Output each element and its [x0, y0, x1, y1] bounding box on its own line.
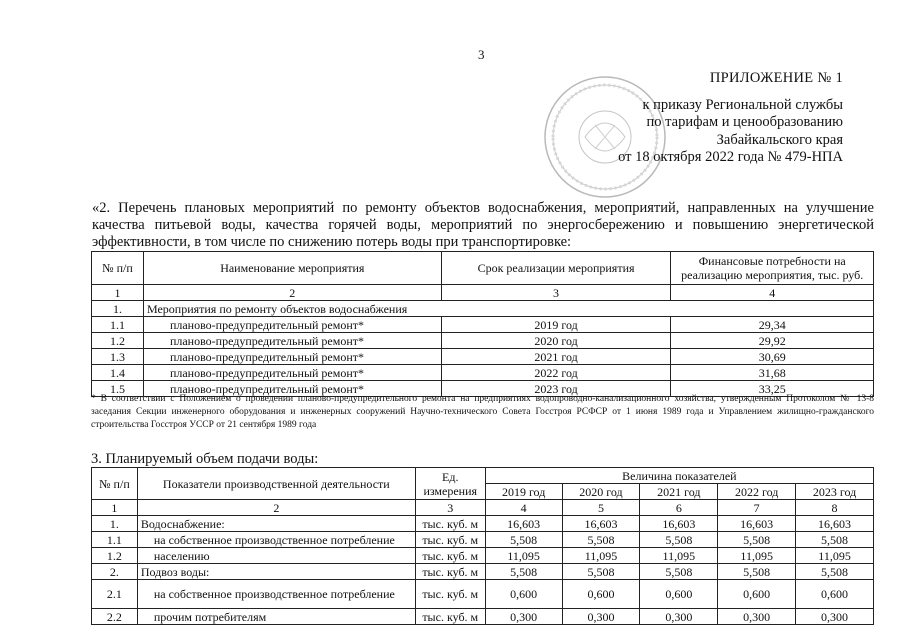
- row-number: 1.4: [92, 365, 144, 381]
- table-header-row: [92, 468, 874, 484]
- page-number: 3: [478, 47, 485, 62]
- indicator-name: Водоснабжение:: [137, 516, 415, 532]
- measure-term: 2020 год: [441, 333, 671, 349]
- year-header: 2020 год: [562, 484, 640, 500]
- measure-cost: 29,92: [671, 333, 874, 349]
- year-header: 2021 год: [640, 484, 718, 500]
- row-number: 1.2: [92, 333, 144, 349]
- measure-term: 2019 год: [441, 317, 671, 333]
- value-cell: 0,300: [562, 609, 640, 625]
- value-cell: 0,600: [640, 580, 718, 609]
- unit-cell: тыс. куб. м: [415, 580, 485, 609]
- measure-cost: 30,69: [671, 349, 874, 365]
- row-number: 1.: [92, 516, 138, 532]
- column-number-row: [92, 285, 874, 301]
- header-cell: Величина показателей: [485, 468, 873, 484]
- row-number: 2.2: [92, 609, 138, 625]
- appendix-block: [618, 70, 843, 167]
- column-number: 3: [441, 285, 671, 301]
- value-cell: 11,095: [485, 548, 562, 564]
- unit-cell: тыс. куб. м: [415, 564, 485, 580]
- value-cell: 11,095: [640, 548, 718, 564]
- row-number: 2.1: [92, 580, 138, 609]
- unit-cell: тыс. куб. м: [415, 548, 485, 564]
- measure-cost: 29,34: [671, 317, 874, 333]
- value-cell: 0,300: [718, 609, 796, 625]
- value-cell: 16,603: [796, 516, 874, 532]
- appendix-line: к приказу Региональной службы: [642, 96, 843, 113]
- table-row: [92, 609, 874, 625]
- group-name: Мероприятия по ремонту объектов водоснабжения: [143, 301, 873, 317]
- column-number: 3: [415, 500, 485, 516]
- measure-cost: 31,68: [671, 365, 874, 381]
- table-row: [92, 532, 874, 548]
- value-cell: 5,508: [640, 532, 718, 548]
- header-cell: Срок реализации мероприятия: [441, 252, 671, 285]
- row-number: 1.2: [92, 548, 138, 564]
- value-cell: 5,508: [562, 564, 640, 580]
- appendix-line: по тарифам и ценообразованию: [646, 114, 843, 130]
- value-cell: 0,600: [718, 580, 796, 609]
- row-number: 1.1: [92, 532, 138, 548]
- column-number: 8: [796, 500, 874, 516]
- value-cell: 5,508: [562, 532, 640, 548]
- column-number: 2: [137, 500, 415, 516]
- row-number: 1.5: [92, 381, 144, 397]
- measure-term: 2022 год: [441, 365, 671, 381]
- measure-term: 2021 год: [441, 349, 671, 365]
- column-number: 2: [143, 285, 441, 301]
- section2-heading: «2. Перечень плановых мероприятий по ремонту объектов водоснабжения, мероприятий, направленных на улучшение качества питьевой воды, качества горячей воды, мероприятий по энергосбережению и повышению энергетической эффективности, в том числе по снижению потерь воды при транспортировке:: [92, 200, 874, 250]
- column-number: 1: [92, 285, 144, 301]
- appendix-line: от 18 октября 2022 года № 479-НПА: [618, 149, 843, 165]
- unit-cell: тыс. куб. м: [415, 516, 485, 532]
- appendix-title: ПРИЛОЖЕНИЕ № 1: [709, 70, 843, 86]
- indicator-name: Подвоз воды:: [137, 564, 415, 580]
- value-cell: 0,300: [640, 609, 718, 625]
- column-number: 1: [92, 500, 138, 516]
- value-cell: 5,508: [485, 532, 562, 548]
- value-cell: 0,600: [562, 580, 640, 609]
- value-cell: 11,095: [796, 548, 874, 564]
- column-number: 4: [485, 500, 562, 516]
- table-header-row: [92, 252, 874, 285]
- measure-term: 2023 год: [441, 381, 671, 397]
- table-row: [92, 580, 874, 609]
- measure-name: планово-предупредительный ремонт*: [143, 317, 441, 333]
- header-cell: Наименование мероприятия: [143, 252, 441, 285]
- table-row: [92, 548, 874, 564]
- table-row: [92, 349, 874, 365]
- value-cell: 0,300: [485, 609, 562, 625]
- table-row: [92, 333, 874, 349]
- column-number: 4: [671, 285, 874, 301]
- value-cell: 5,508: [718, 564, 796, 580]
- value-cell: 5,508: [796, 564, 874, 580]
- table-row: [92, 564, 874, 580]
- repair-measures-table: [91, 251, 874, 397]
- value-cell: 0,300: [796, 609, 874, 625]
- value-cell: 16,603: [562, 516, 640, 532]
- header-cell: Показатели производственной деятельности: [137, 468, 415, 500]
- value-cell: 5,508: [718, 532, 796, 548]
- value-cell: 16,603: [718, 516, 796, 532]
- value-cell: 0,600: [796, 580, 874, 609]
- value-cell: 11,095: [562, 548, 640, 564]
- indicator-name: населению: [137, 548, 415, 564]
- table-group-row: [92, 301, 874, 317]
- unit-cell: тыс. куб. м: [415, 532, 485, 548]
- measure-cost: 33,25: [671, 381, 874, 397]
- indicator-name: на собственное производственное потребление: [137, 532, 415, 548]
- value-cell: 5,508: [796, 532, 874, 548]
- column-number: 7: [718, 500, 796, 516]
- value-cell: 16,603: [485, 516, 562, 532]
- measure-name: планово-предупредительный ремонт*: [143, 349, 441, 365]
- measure-name: планово-предупредительный ремонт*: [143, 381, 441, 397]
- row-number: 1.1: [92, 317, 144, 333]
- header-cell: Финансовые потребности на реализацию мероприятия, тыс. руб.: [671, 252, 874, 285]
- value-cell: 11,095: [718, 548, 796, 564]
- value-cell: 5,508: [485, 564, 562, 580]
- indicator-name: на собственное производственное потребление: [137, 580, 415, 609]
- value-cell: 16,603: [640, 516, 718, 532]
- value-cell: 5,508: [640, 564, 718, 580]
- value-cell: 0,600: [485, 580, 562, 609]
- year-header: 2019 год: [485, 484, 562, 500]
- year-header: 2023 год: [796, 484, 874, 500]
- row-number: 1.: [92, 301, 144, 317]
- row-number: 1.3: [92, 349, 144, 365]
- year-header: 2022 год: [718, 484, 796, 500]
- column-number: 5: [562, 500, 640, 516]
- measure-name: планово-предупредительный ремонт*: [143, 333, 441, 349]
- column-number-row: [92, 500, 874, 516]
- column-number: 6: [640, 500, 718, 516]
- header-cell: № п/п: [92, 468, 138, 500]
- unit-cell: тыс. куб. м: [415, 609, 485, 625]
- row-number: 2.: [92, 564, 138, 580]
- table-row: [92, 516, 874, 532]
- indicator-name: прочим потребителям: [137, 609, 415, 625]
- header-cell: Ед. измерения: [415, 468, 485, 500]
- header-cell: № п/п: [92, 252, 144, 285]
- table-row: [92, 317, 874, 333]
- footnote: * В соответствии с Положением о проведении планово-предупредительного ремонта на предприятиях водопроводно-канализационного хозяйства, утвержденным Протоколом № 13-8 заседания Секции инженерного оборудования и инженерных сооружений Научно-технического Совета Госстроя РСФСР от 1 июня 1989 года и Управлением жилищно-гражданского строительства Госстроя УССР от 21 сентября 1989 года: [91, 394, 874, 430]
- appendix-line: Забайкальского края: [716, 131, 843, 148]
- table-row: [92, 365, 874, 381]
- section3-heading: 3. Планируемый объем подачи воды:: [91, 451, 319, 467]
- measure-name: планово-предупредительный ремонт*: [143, 365, 441, 381]
- water-supply-volume-table: [91, 467, 874, 625]
